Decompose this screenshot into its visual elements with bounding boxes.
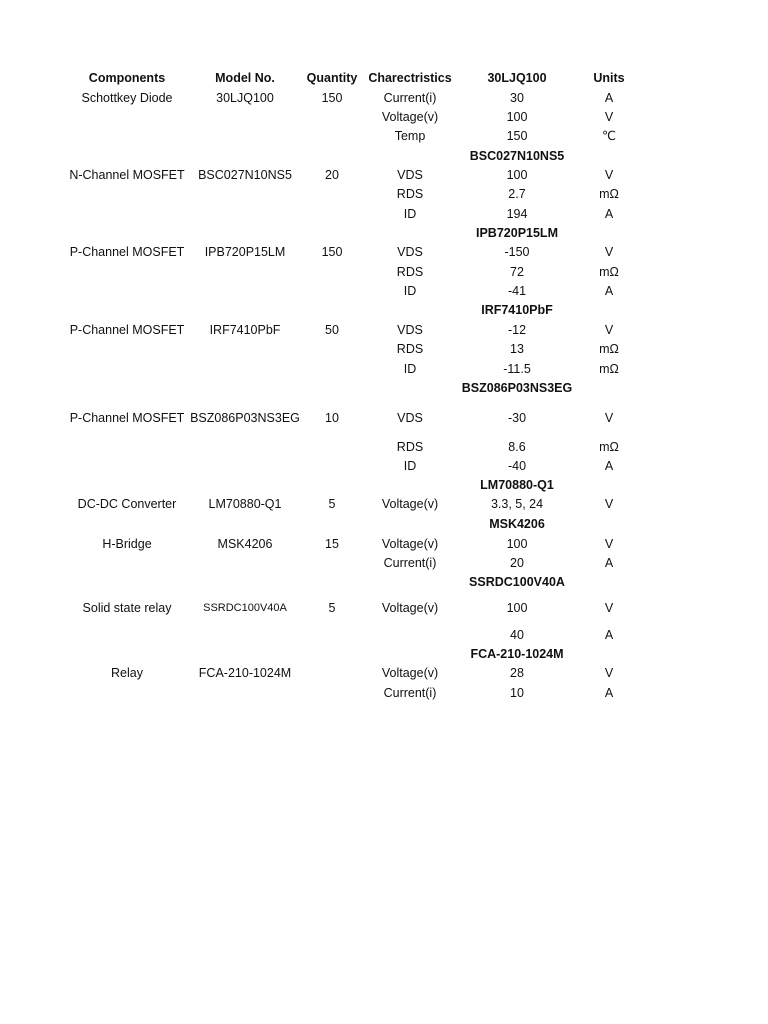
model-cell — [184, 262, 306, 282]
model-cell — [184, 300, 306, 320]
component-cell — [56, 456, 198, 476]
unit-cell — [574, 300, 644, 320]
model-cell — [184, 146, 306, 166]
unit-cell: mΩ — [599, 362, 619, 376]
quantity-cell — [302, 378, 362, 398]
unit-cell: V — [604, 110, 614, 124]
component-cell — [56, 223, 198, 243]
quantity-cell: 50 — [325, 323, 339, 337]
component-cell: DC-DC Converter — [77, 497, 177, 511]
component-cell — [56, 339, 198, 359]
characteristic-cell: VDS — [397, 323, 423, 337]
characteristic-cell — [360, 514, 460, 534]
unit-cell — [574, 223, 644, 243]
value-cell: 3.3, 5, 24 — [490, 497, 544, 511]
model-cell: MSK4206 — [217, 537, 273, 551]
unit-cell: V — [604, 245, 614, 259]
quantity-cell: 5 — [328, 497, 336, 511]
header-components: Components — [88, 71, 166, 85]
component-cell — [56, 107, 198, 127]
table-row — [0, 204, 768, 224]
header-model: Model No. — [215, 71, 275, 85]
component-cell: P-Channel MOSFET — [69, 245, 185, 259]
table-row — [0, 184, 768, 204]
quantity-cell — [302, 553, 362, 573]
characteristic-cell: VDS — [397, 168, 423, 182]
quantity-cell — [302, 107, 362, 127]
quantity-cell: 150 — [321, 245, 343, 259]
quantity-cell — [302, 223, 362, 243]
model-cell — [184, 475, 306, 495]
table-row — [0, 625, 768, 645]
value-cell: 20 — [510, 556, 524, 570]
characteristic-cell: RDS — [396, 342, 424, 356]
quantity-cell — [302, 184, 362, 204]
quantity-cell — [302, 683, 362, 703]
component-cell — [56, 184, 198, 204]
table-row — [0, 494, 768, 514]
component-cell: Solid state relay — [82, 601, 172, 615]
characteristic-cell: Voltage(v) — [381, 666, 439, 680]
component-cell: P-Channel MOSFET — [69, 411, 185, 425]
value-cell: IPB720P15LM — [476, 226, 558, 240]
quantity-cell: 10 — [325, 411, 339, 425]
component-cell — [56, 683, 198, 703]
unit-cell: mΩ — [599, 187, 619, 201]
unit-cell: A — [604, 91, 614, 105]
component-cell — [56, 437, 198, 457]
quantity-cell — [302, 572, 362, 592]
component-cell: N-Channel MOSFET — [69, 168, 185, 182]
characteristic-cell: RDS — [396, 265, 424, 279]
characteristic-cell — [360, 644, 460, 664]
quantity-cell — [302, 663, 362, 683]
value-cell: FCA-210-1024M — [470, 647, 564, 661]
table-row — [0, 378, 768, 398]
table-row — [0, 572, 768, 592]
table-row — [0, 281, 768, 301]
component-cell — [56, 359, 198, 379]
header-value: 30LJQ100 — [487, 71, 547, 85]
table-row — [0, 242, 768, 262]
quantity-cell: 150 — [321, 91, 343, 105]
value-cell: IRF7410PbF — [481, 303, 553, 317]
model-cell: FCA-210-1024M — [198, 666, 292, 680]
component-cell — [56, 514, 198, 534]
unit-cell: A — [604, 686, 614, 700]
unit-cell: A — [604, 459, 614, 473]
quantity-cell — [302, 437, 362, 457]
component-cell: H-Bridge — [102, 537, 152, 551]
characteristic-cell — [360, 146, 460, 166]
value-cell: -11.5 — [503, 362, 531, 376]
component-cell — [56, 625, 198, 645]
unit-cell: A — [604, 207, 614, 221]
quantity-cell — [302, 456, 362, 476]
component-cell — [56, 644, 198, 664]
model-cell — [184, 625, 306, 645]
model-cell: BSC027N10NS5 — [198, 168, 292, 182]
value-cell: 100 — [506, 168, 528, 182]
characteristic-cell: Temp — [394, 129, 426, 143]
model-cell — [184, 281, 306, 301]
characteristic-cell: Current(i) — [383, 91, 437, 105]
value-cell: -41 — [507, 284, 527, 298]
quantity-cell — [302, 359, 362, 379]
table-row — [0, 339, 768, 359]
table-row — [0, 146, 768, 166]
model-cell — [184, 204, 306, 224]
value-cell: 2.7 — [508, 187, 526, 201]
component-cell — [56, 553, 198, 573]
header-units: Units — [593, 71, 625, 85]
value-cell: SSRDC100V40A — [469, 575, 565, 589]
value-cell: 40 — [510, 628, 524, 642]
component-cell: Relay — [111, 666, 143, 680]
unit-cell: V — [604, 411, 614, 425]
model-cell — [184, 553, 306, 573]
quantity-cell: 5 — [328, 601, 336, 615]
value-cell: LM70880-Q1 — [480, 478, 554, 492]
characteristic-cell: Voltage(v) — [381, 110, 439, 124]
table-row — [0, 320, 768, 340]
table-row — [0, 107, 768, 127]
value-cell: -150 — [504, 245, 530, 259]
table-row — [0, 437, 768, 457]
component-cell — [56, 146, 198, 166]
quantity-cell — [302, 146, 362, 166]
model-cell: IRF7410PbF — [209, 323, 281, 337]
quantity-cell — [302, 339, 362, 359]
header-row — [0, 68, 768, 88]
unit-cell: A — [604, 628, 614, 642]
table-row — [0, 223, 768, 243]
quantity-cell: 20 — [325, 168, 339, 182]
characteristic-cell — [360, 572, 460, 592]
table-row — [0, 683, 768, 703]
table-row — [0, 514, 768, 534]
table-row — [0, 359, 768, 379]
characteristic-cell — [360, 300, 460, 320]
model-cell: IPB720P15LM — [204, 245, 286, 259]
table-row — [0, 165, 768, 185]
value-cell: MSK4206 — [489, 517, 545, 531]
unit-cell: A — [604, 284, 614, 298]
unit-cell — [574, 146, 644, 166]
quantity-cell: 15 — [325, 537, 339, 551]
component-cell — [56, 281, 198, 301]
component-cell — [56, 300, 198, 320]
model-cell — [184, 184, 306, 204]
unit-cell: V — [604, 537, 614, 551]
unit-cell: A — [604, 556, 614, 570]
model-cell — [184, 126, 306, 146]
model-cell — [184, 359, 306, 379]
value-cell: 194 — [506, 207, 528, 221]
value-cell: -40 — [507, 459, 527, 473]
value-cell: 100 — [506, 537, 528, 551]
table-row — [0, 475, 768, 495]
characteristic-cell: Current(i) — [383, 686, 437, 700]
unit-cell — [574, 378, 644, 398]
unit-cell: mΩ — [599, 265, 619, 279]
component-cell — [56, 126, 198, 146]
model-cell — [184, 378, 306, 398]
characteristic-cell: RDS — [396, 187, 424, 201]
header-characteristics: Charectristics — [368, 71, 452, 85]
unit-cell — [574, 475, 644, 495]
table-row — [0, 300, 768, 320]
characteristic-cell: Voltage(v) — [381, 537, 439, 551]
unit-cell: V — [604, 497, 614, 511]
model-cell — [184, 107, 306, 127]
unit-cell: V — [604, 666, 614, 680]
value-cell: 28 — [510, 666, 524, 680]
characteristic-cell: VDS — [397, 245, 423, 259]
unit-cell: mΩ — [599, 440, 619, 454]
unit-cell: V — [604, 601, 614, 615]
model-cell — [184, 223, 306, 243]
value-cell: 10 — [510, 686, 524, 700]
table-row — [0, 408, 768, 428]
table-row — [0, 262, 768, 282]
characteristic-cell: ID — [403, 459, 417, 473]
unit-cell: V — [604, 323, 614, 337]
unit-cell: V — [604, 168, 614, 182]
characteristic-cell: RDS — [396, 440, 424, 454]
model-cell — [184, 456, 306, 476]
value-cell: BSZ086P03NS3EG — [461, 381, 573, 395]
quantity-cell — [302, 300, 362, 320]
model-cell — [184, 572, 306, 592]
table-row — [0, 88, 768, 108]
unit-cell — [574, 514, 644, 534]
model-cell: 30LJQ100 — [216, 91, 274, 105]
component-cell: Schottkey Diode — [81, 91, 173, 105]
table-row — [0, 663, 768, 683]
component-cell: P-Channel MOSFET — [69, 323, 185, 337]
component-cell — [56, 204, 198, 224]
characteristic-cell — [360, 625, 460, 645]
component-cell — [56, 262, 198, 282]
quantity-cell — [302, 126, 362, 146]
characteristic-cell: Current(i) — [383, 556, 437, 570]
component-cell — [56, 572, 198, 592]
characteristic-cell: Voltage(v) — [381, 497, 439, 511]
model-cell — [184, 339, 306, 359]
quantity-cell — [302, 281, 362, 301]
model-cell — [184, 683, 306, 703]
model-cell: LM70880-Q1 — [208, 497, 282, 511]
value-cell: -30 — [507, 411, 527, 425]
value-cell: 8.6 — [508, 440, 526, 454]
value-cell: 150 — [506, 129, 528, 143]
value-cell: 13 — [510, 342, 524, 356]
table-row — [0, 126, 768, 146]
characteristic-cell: ID — [403, 207, 417, 221]
unit-cell — [574, 572, 644, 592]
table-row — [0, 598, 768, 618]
quantity-cell — [302, 514, 362, 534]
header-quantity: Quantity — [306, 71, 358, 85]
component-cell — [56, 475, 198, 495]
value-cell: 72 — [510, 265, 524, 279]
value-cell: BSC027N10NS5 — [469, 149, 565, 163]
characteristic-cell: Voltage(v) — [381, 601, 439, 615]
characteristic-cell: ID — [403, 362, 417, 376]
model-cell: BSZ086P03NS3EG — [190, 411, 300, 425]
unit-cell: ℃ — [601, 129, 617, 143]
quantity-cell — [302, 262, 362, 282]
table-row — [0, 644, 768, 664]
characteristic-cell: VDS — [397, 411, 423, 425]
characteristic-cell — [360, 223, 460, 243]
quantity-cell — [302, 475, 362, 495]
model-cell — [184, 514, 306, 534]
value-cell: -12 — [507, 323, 527, 337]
value-cell: 100 — [506, 110, 528, 124]
unit-cell: mΩ — [599, 342, 619, 356]
model-cell: SSRDC100V40A — [203, 602, 287, 614]
table-row — [0, 456, 768, 476]
quantity-cell — [302, 625, 362, 645]
value-cell: 30 — [510, 91, 524, 105]
component-cell — [56, 378, 198, 398]
table-row — [0, 553, 768, 573]
characteristic-cell — [360, 378, 460, 398]
quantity-cell — [302, 644, 362, 664]
model-cell — [184, 437, 306, 457]
characteristic-cell: ID — [403, 284, 417, 298]
table-row — [0, 534, 768, 554]
unit-cell — [574, 644, 644, 664]
value-cell: 100 — [506, 601, 528, 615]
quantity-cell — [302, 204, 362, 224]
model-cell — [184, 644, 306, 664]
characteristic-cell — [360, 475, 460, 495]
